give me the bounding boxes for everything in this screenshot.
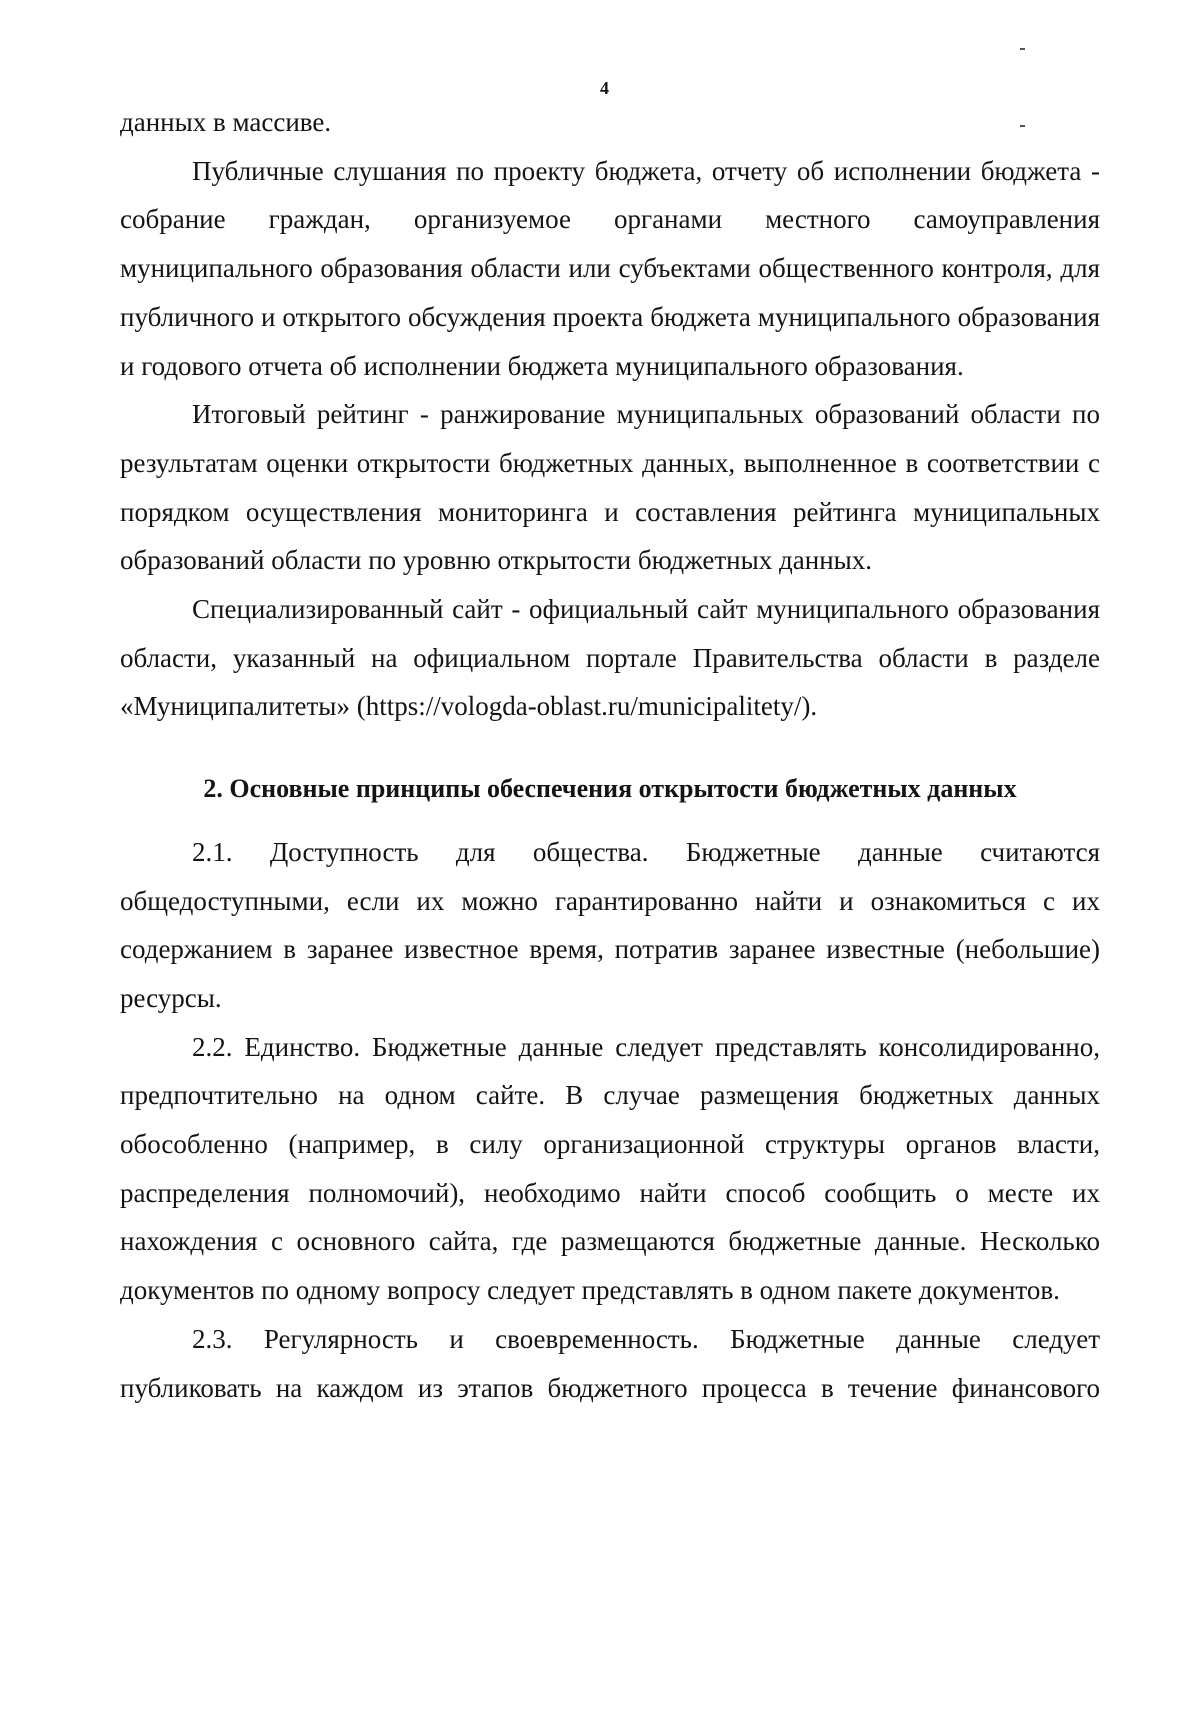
principle-unity: 2.2. Единство. Бюджетные данные следует представлять консолидированно, предпочтительно на одном сайте. В случае размещения бюджетных данных обособленно (например, в силу организационной структуры органов власти, распределения полномочий), необходимо найти способ сообщить о месте их нахождения с основного сайта, где размещаются бюджетные данные. Несколько документов по одному вопросу следует представлять в одном пакете документов. [120, 1031, 1100, 1306]
section-heading: 2. Основные принципы обеспечения открытости бюджетных данных [203, 774, 1017, 804]
page-number: 4 [600, 78, 609, 98]
definition-public-hearings: Публичные слушания по проекту бюджета, отчету об исполнении бюджета - собрание граждан, организуемое органами местного самоуправления муниципального образования области или субъектами общественного контроля, для публичного и открытого обсуждения проекта бюджета муниципального образования и годового отчета об исполнении бюджета муниципального образования. [120, 155, 1100, 381]
continuation-text: данных в массиве. [120, 107, 332, 137]
scan-artifact [1020, 48, 1025, 50]
document-body [120, 98, 1100, 1412]
principle-accessibility: 2.1. Доступность для общества. Бюджетные данные считаются общедоступными, если их можно гарантированно найти и ознакомиться с их содержанием в заранее известное время, потратив заранее известные (небольшие) ресурсы. [120, 836, 1100, 1013]
definition-specialized-site: Специализированный сайт - официальный сайт муниципального образования области, указанный на официальном портале Правительства области в разделе «Муниципалитеты» (https://vologda-oblast.ru/municipalitety/). [120, 594, 1100, 722]
principle-regularity: 2.3. Регулярность и своевременность. Бюджетные данные следует публиковать на каждом из этапов бюджетного процесса в течение финансового [120, 1323, 1100, 1403]
definition-final-rating: Итоговый рейтинг - ранжирование муниципальных образований области по результатам оценки открытости бюджетных данных, выполненное в соответствии с порядком осуществления мониторинга и составления рейтинга муниципальных образований области по уровню открытости бюджетных данных. [120, 399, 1100, 576]
